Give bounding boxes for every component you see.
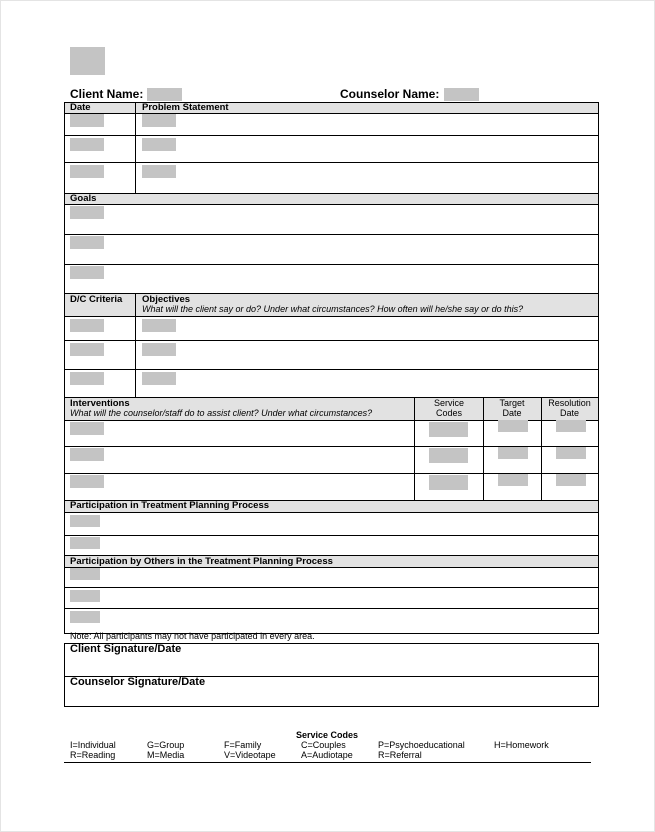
legend-item: V=Videotape [224,750,276,760]
resolution-date-divider [541,398,542,500]
counselor-signature-label[interactable]: Counselor Signature/Date [70,676,206,688]
problem-field-3[interactable] [142,165,176,178]
target-date-header-line2: Date [502,408,522,418]
service-codes-divider [414,398,415,500]
legend-col-6 [494,740,549,750]
goals-header: Goals [70,193,97,204]
objective-field-1[interactable] [142,319,176,332]
service-code-field-2[interactable] [429,448,468,463]
row-line [65,340,598,341]
row-line [65,587,598,588]
participation-others-header: Participation by Others in the Treatment Planning Process [70,556,333,567]
legend-item: F=Family [224,740,262,750]
resolution-date-field-2[interactable] [556,447,586,459]
intervention-field-1[interactable] [70,422,104,435]
counselor-name-label: Counselor Name: [340,87,440,101]
problems-divider [135,103,136,193]
legend-item: R=Reading [70,750,116,760]
objectives-header: Objectives [142,294,191,305]
row-line [65,264,598,265]
date-field-2[interactable] [70,138,104,151]
legend-item: R=Referral [378,750,422,760]
target-date-field-1[interactable] [498,420,528,432]
problem-field-1[interactable] [142,114,176,127]
dc-field-3[interactable] [70,372,104,385]
service-code-field-1[interactable] [429,422,468,437]
dc-criteria-header: D/C Criteria [70,294,123,305]
legend-item: M=Media [147,750,185,760]
target-date-field-2[interactable] [498,447,528,459]
goals-header-row [65,194,598,205]
row-line [65,162,598,163]
legend-col-1 [70,740,116,760]
participation-others-field-1[interactable] [70,568,100,580]
resolution-date-field-1[interactable] [556,420,586,432]
intervention-field-2[interactable] [70,448,104,461]
row-line [65,234,598,235]
participation-field-2[interactable] [70,537,100,549]
legend-col-2 [147,740,184,760]
resolution-date-field-3[interactable] [556,474,586,486]
counselor-name-field[interactable] [444,88,479,101]
logo-placeholder[interactable] [70,47,105,75]
goal-field-2[interactable] [70,236,104,249]
goal-field-3[interactable] [70,266,104,279]
goal-field-1[interactable] [70,206,104,219]
problem-statement-header: Problem Statement [142,102,229,113]
legend-item: I=Individual [70,740,116,750]
problem-field-2[interactable] [142,138,176,151]
row-line [65,535,598,536]
date-field-3[interactable] [70,165,104,178]
objective-field-3[interactable] [142,372,176,385]
target-date-header [483,398,541,418]
interventions-prompt: What will the counselor/staff do to assist client? Under what circumstances? [70,408,373,418]
objective-field-2[interactable] [142,343,176,356]
row-line [65,369,598,370]
service-code-field-3[interactable] [429,475,468,490]
interventions-header: Interventions [70,398,130,409]
legend-item: A=Audiotape [301,750,353,760]
service-codes-header [415,398,483,418]
service-codes-header-line1: Service [433,398,464,408]
resolution-date-header-line1: Resolution [548,398,591,408]
participation-others-field-2[interactable] [70,590,100,602]
client-name-label: Client Name: [70,87,144,101]
resolution-date-header-line2: Date [559,408,579,418]
date-field-1[interactable] [70,114,104,127]
legend-bottom-rule [64,762,591,763]
row-line [65,135,598,136]
participation-note: Note: All participants may not have participated in every area. [70,631,315,641]
row-line [65,608,598,609]
legend-col-5 [378,740,465,760]
legend-item: G=Group [147,740,185,750]
participation-header: Participation in Treatment Planning Process [70,500,270,511]
intervention-field-3[interactable] [70,475,104,488]
participation-field-1[interactable] [70,515,100,527]
dc-field-2[interactable] [70,343,104,356]
participation-others-field-3[interactable] [70,611,100,623]
legend-col-4 [301,740,353,760]
resolution-date-header [541,398,598,418]
legend-col-3 [224,740,276,760]
service-codes-legend-title: Service Codes [296,730,359,740]
date-header: Date [70,102,91,113]
client-signature-label[interactable]: Client Signature/Date [70,643,182,655]
legend-item: C=Couples [301,740,346,750]
service-codes-header-line2: Codes [435,408,462,418]
client-name-field[interactable] [147,88,182,101]
target-date-header-line1: Target [499,398,525,408]
dc-field-1[interactable] [70,319,104,332]
legend-item: P=Psychoeducational [378,740,465,750]
target-date-field-3[interactable] [498,474,528,486]
objectives-prompt: What will the client say or do? Under what circumstances? How often will he/she say or do this? [142,304,524,314]
target-date-divider [483,398,484,500]
legend-item: H=Homework [494,740,549,750]
objectives-divider [135,294,136,398]
